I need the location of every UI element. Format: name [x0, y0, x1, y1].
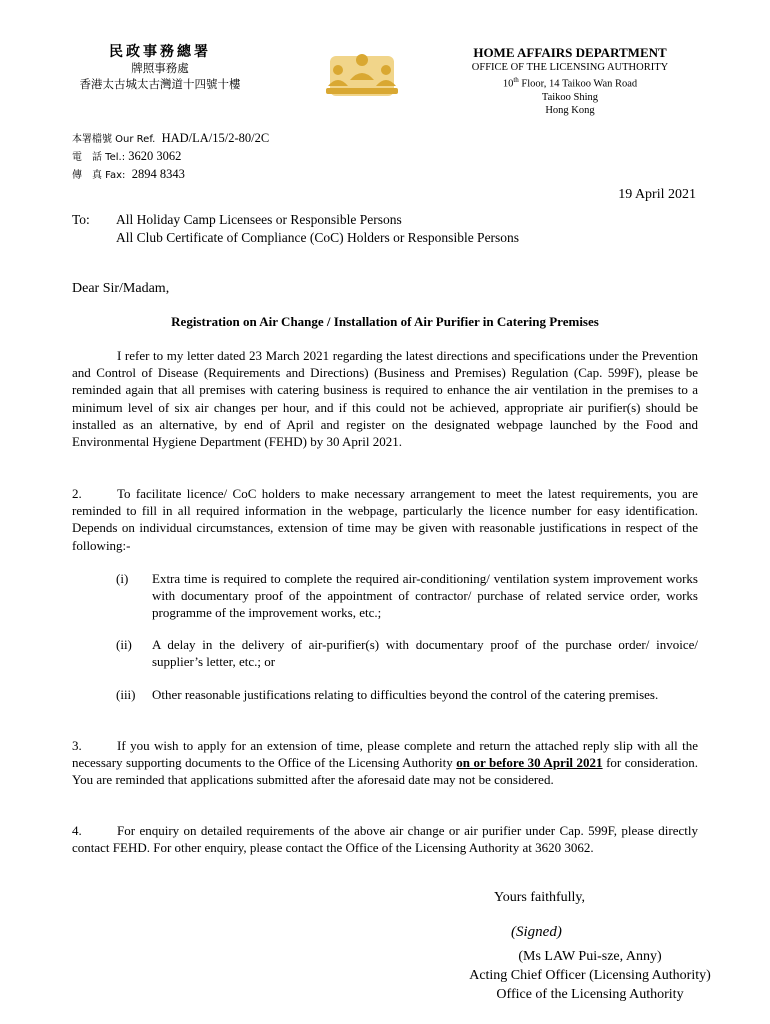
salutation: Dear Sir/Madam,	[72, 281, 170, 296]
fax-line	[72, 166, 269, 184]
paragraph-4-number: 4.	[72, 823, 82, 838]
address-floor-suffix: th	[513, 76, 519, 84]
list-item	[116, 686, 698, 703]
tel-line	[72, 148, 269, 166]
address-city-en: Hong Kong	[545, 104, 595, 116]
list-item-label: (ii)	[116, 637, 132, 652]
department-logo-icon	[320, 46, 404, 98]
logo-table	[326, 88, 398, 94]
paragraph-2-number: 2.	[72, 486, 82, 501]
logo-head-left	[333, 65, 343, 75]
tel-label: 電 話 Tel.:	[72, 152, 126, 163]
our-ref-label: 本署檔號 Our Ref.	[72, 134, 156, 145]
signatory-office: Office of the Licensing Authority	[496, 987, 684, 1002]
list-item	[116, 636, 698, 670]
tel-value: 3620 3062	[128, 149, 182, 163]
signature: (Signed)	[511, 924, 562, 940]
to-label: To:	[72, 212, 90, 227]
fax-label: 傳 真 Fax:	[72, 170, 126, 181]
list-item-text: Other reasonable justifications relating to difficulties beyond the control of the catering premises.	[152, 687, 659, 702]
signatory-name: (Ms LAW Pui-sze, Anny)	[518, 949, 662, 964]
paragraph-2	[72, 485, 698, 554]
letter-subject: Registration on Air Change / Installation of Air Purifier in Catering Premises	[171, 314, 599, 329]
letterhead-zh	[0, 44, 320, 92]
paragraph-3-text-b: for consideration. You are reminded that applications submitted after the aforesaid date may not be considered.	[72, 755, 699, 788]
logo-head-right	[381, 65, 391, 75]
signatory-title: Acting Chief Officer (Licensing Authority)	[469, 968, 711, 983]
recipient-2: All Club Certificate of Compliance (CoC) Holders or Responsible Persons	[116, 230, 520, 245]
paragraph-4	[72, 822, 698, 856]
address-floor-number: 10	[502, 78, 514, 90]
closing: Yours faithfully,	[494, 890, 586, 905]
recipient-line-1	[72, 211, 519, 229]
office-name-zh: 牌照事務處	[131, 61, 189, 75]
department-name-en: HOME AFFAIRS DEPARTMENT	[473, 45, 667, 60]
deadline-emphasis: on or before 30 April 2021	[456, 755, 603, 771]
paragraph-1-text: I refer to my letter dated 23 March 2021 regarding the latest directions and specifications under the Prevention and Control of Disease (Requirements and Directions) (Business and Premises) Regulation (Cap. 599F), please be reminded again that all premises with catering business is required to enhance the air ventilation in the premises to a minimum level of six air changes per hour, and if this could not be achieved, appropriate air purifier(s) should be installed as an alternative, by end of April and register on the designated webpage launched by the Food and Environmental Hygiene Department (FEHD) by 30 April 2021.	[72, 348, 698, 450]
paragraph-3-number: 3.	[72, 738, 82, 753]
list-item-text: Extra time is required to complete the required air-conditioning/ ventilation system improvement works with documentary proof of the appointment of contractor/ purchase of related service order, works programme of the improvement works, etc.;	[152, 571, 698, 621]
paragraph-3-text-a: If you wish to apply for an extension of time, please complete and return the attached reply slip with all the necessary supporting documents to the Office of the Licensing Authority	[72, 738, 698, 771]
address-area-en: Taikoo Shing	[541, 91, 599, 103]
reference-block	[72, 130, 269, 184]
paragraph-1	[72, 347, 698, 450]
paragraph-3	[72, 737, 698, 789]
list-item-label: (i)	[116, 571, 129, 586]
paragraph-4-text: For enquiry on detailed requirements of the above air change or air purifier under Cap. 599F, please directly contact FEHD. For other enquiry, please contact the Office of the Licensing Authority at 3620 3062.	[72, 823, 698, 856]
fax-value: 2894 8343	[131, 167, 185, 181]
recipients	[72, 211, 519, 247]
recipient-1: All Holiday Camp Licensees or Responsible Persons	[116, 212, 402, 227]
list-item	[116, 570, 698, 622]
department-name-zh: 民政事務總署	[109, 44, 211, 60]
paragraph-2-text: To facilitate licence/ CoC holders to make necessary arrangement to meet the latest requirements, you are reminded to fill in all required information in the webpage, particularly the licence number for easy identification. Depends on individual circumstances, extension of time may be given with reasonable justifications in respect of the following:-	[72, 486, 698, 553]
list-item-text: A delay in the delivery of air-purifier(s) with documentary proof of the purchase order/ invoice/ supplier’s letter, etc.; or	[152, 637, 698, 670]
our-ref-line	[72, 130, 269, 148]
address-floor-en	[440, 74, 700, 91]
letter-date: 19 April 2021	[618, 187, 696, 202]
list-item-label: (iii)	[116, 687, 136, 702]
our-ref-value: HAD/LA/15/2-80/2C	[161, 131, 270, 145]
letterhead-en	[440, 44, 700, 117]
office-name-en: OFFICE OF THE LICENSING AUTHORITY	[471, 62, 669, 73]
logo-head-center	[356, 54, 368, 66]
address-zh: 香港太古城太古灣道十四號十樓	[79, 77, 241, 91]
address-floor-rest: Floor, 14 Taikoo Wan Road	[518, 78, 638, 90]
